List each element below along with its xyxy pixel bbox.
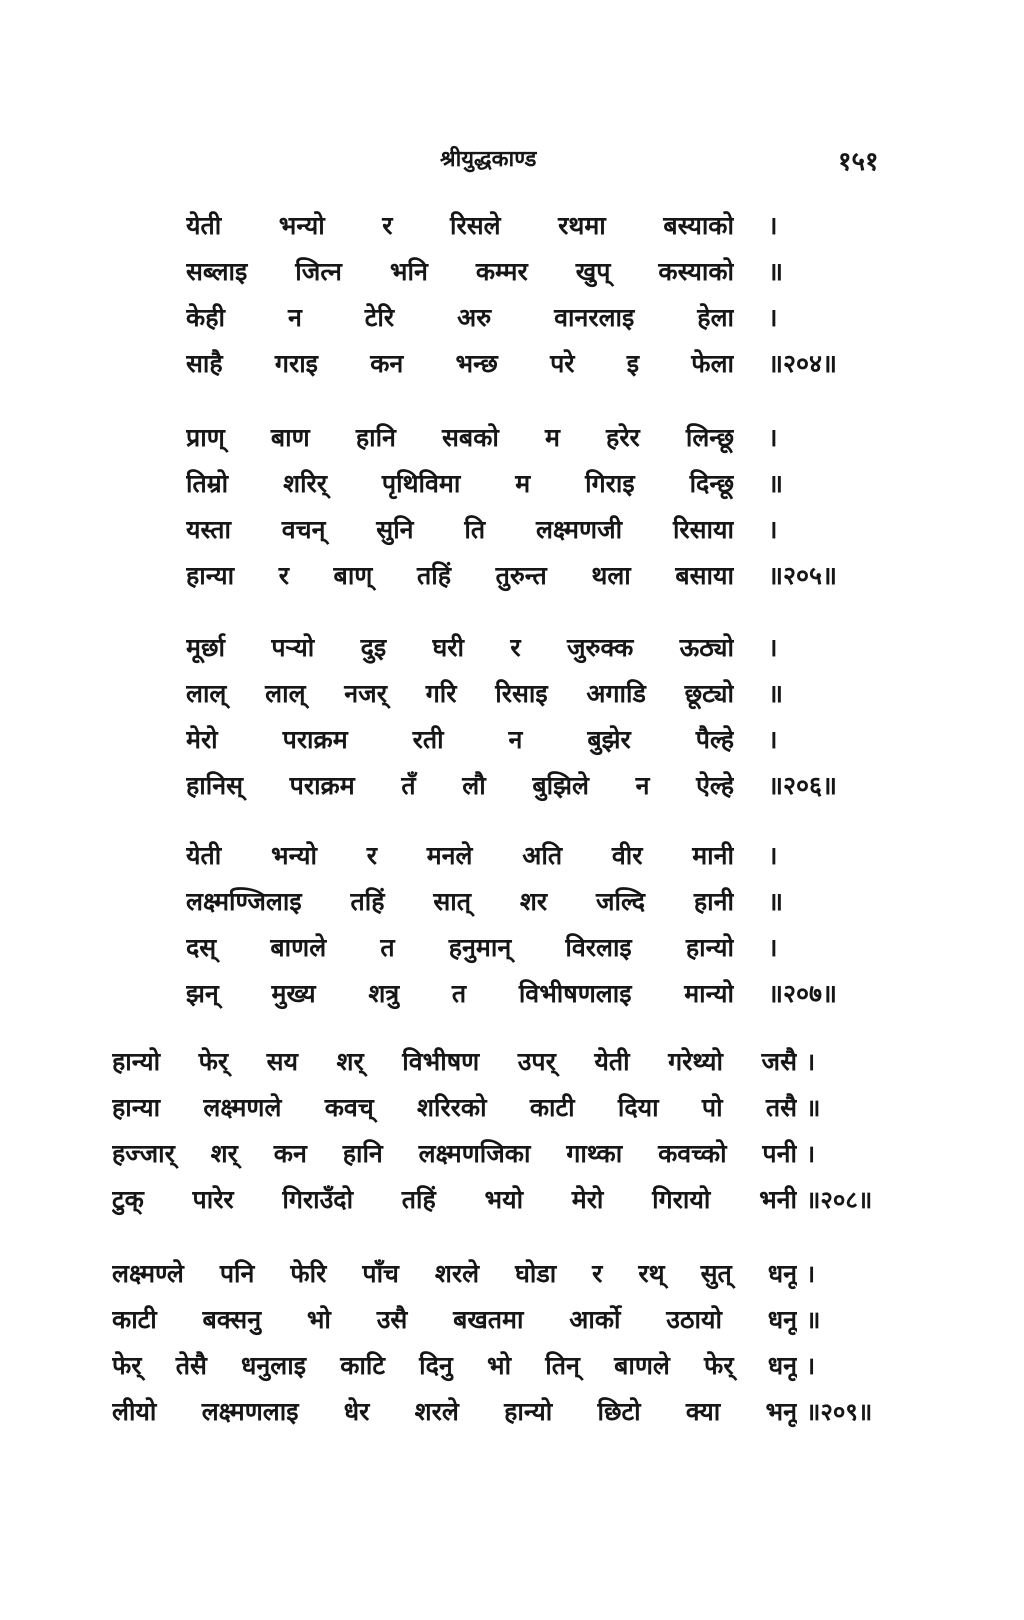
- verse-line-text: येती भन्यो र रिसले रथमा बस्याको: [186, 211, 734, 240]
- verse-line: [112, 1044, 874, 1090]
- verse-line-text: साहै गराइ कन भन्छ परे इ फेला: [186, 349, 734, 378]
- verse-line-mark: ।: [768, 515, 778, 544]
- verse-line: [186, 768, 856, 814]
- verse-line: [112, 1090, 874, 1136]
- verse-line-text: फेर् तेसै धनुलाइ काटि दिनु भो तिन् बाणले फेर् धनू: [112, 1351, 797, 1380]
- verse-number-mark: ॥२०८॥: [806, 1186, 873, 1214]
- verse-line-mark: ॥: [768, 887, 783, 916]
- verse-line-text: काटी बक्सनु भो उसै बखतमा आर्को उठायो धनू: [112, 1305, 797, 1334]
- verse-line: [186, 512, 856, 558]
- verse-line-text: टुक् पारेर गिराउँदो तहिं भयो मेरो गिरायो भनी: [112, 1185, 797, 1214]
- verse-line-text: हान्या लक्ष्मणले कवच् शरिरको काटी दिया पो तसै: [112, 1093, 797, 1122]
- verse-line-text: झन् मुख्य शत्रु त विभीषणलाइ मान्यो: [186, 979, 734, 1008]
- stanza-207: [186, 838, 856, 1022]
- verse-line: [186, 420, 856, 466]
- verse-line-text: केही न टेरि अरु वानरलाइ हेला: [186, 303, 734, 332]
- verse-number-mark: ॥२०६॥: [768, 771, 837, 800]
- verse-line: [112, 1348, 874, 1394]
- verse-line-mark: ॥: [806, 1094, 821, 1122]
- verse-line: [186, 466, 856, 512]
- verse-line: [112, 1302, 874, 1348]
- verse-line-mark: ।: [768, 303, 778, 332]
- verse-line: [186, 930, 856, 976]
- verse-line-text: लक्ष्मण्जिलाइ तहिं सात् शर जल्दि हानी: [186, 887, 734, 916]
- verse-line-mark: ।: [768, 633, 778, 662]
- verse-line-text: प्राण् बाण हानि सबको म हरेर लिन्छू: [186, 423, 734, 452]
- verse-line-mark: ।: [806, 1048, 816, 1076]
- verse-line-mark: ।: [768, 841, 778, 870]
- verse-number-mark: ॥२०९॥: [806, 1398, 873, 1426]
- verse-line-text: सब्लाइ जित्न भनि कम्मर खुप् कस्याको: [186, 257, 734, 286]
- running-header-title: श्रीयुद्धकाण्ड: [440, 147, 537, 172]
- verse-line: [112, 1256, 874, 1302]
- verse-line: [186, 346, 856, 392]
- verse-line-text: हान्या र बाण् तहिं तुरुन्त थला बसाया: [186, 561, 734, 590]
- verse-number-mark: ॥२०४॥: [768, 349, 837, 378]
- verse-line-mark: ॥: [768, 679, 783, 708]
- stanza-205: [186, 420, 856, 604]
- verse-number-mark: ॥२०५॥: [768, 561, 837, 590]
- verse-line: [186, 838, 856, 884]
- verse-line-text: लक्ष्मण्ले पनि फेरि पाँच शरले घोडा र रथ् सुत् धनू: [112, 1259, 797, 1288]
- verse-line: [186, 254, 856, 300]
- verse-line-text: लाल् लाल् नजर् गरि रिसाइ अगाडि छूट्यो: [186, 679, 734, 708]
- verse-line: [186, 976, 856, 1022]
- verse-line: [112, 1394, 874, 1440]
- verse-line-text: हज्जार् शर् कन हानि लक्ष्मणजिका गाथ्का कवच्को पनी: [112, 1139, 797, 1168]
- verse-line: [186, 208, 856, 254]
- verse-line-text: मेरो पराक्रम रती न बुझेर पैल्हे: [186, 725, 734, 754]
- verse-line-mark: ।: [768, 725, 778, 754]
- verse-line: [186, 676, 856, 722]
- verse-line: [186, 300, 856, 346]
- verse-line: [186, 722, 856, 768]
- verse-line-mark: ॥: [768, 469, 783, 498]
- stanza-206: [186, 630, 856, 814]
- verse-line-text: हानिस् पराक्रम तँ लौ बुझिले न ऐल्हे: [186, 771, 734, 800]
- verse-line-mark: ।: [806, 1352, 816, 1380]
- page-number: १५१: [838, 147, 879, 177]
- verse-number-mark: ॥२०७॥: [768, 979, 837, 1008]
- verse-line-text: लीयो लक्ष्मणलाइ धेर शरले हान्यो छिटो क्या भनू: [112, 1397, 797, 1426]
- verse-line: [186, 558, 856, 604]
- verse-line-mark: ॥: [768, 257, 783, 286]
- verse-line-mark: ।: [806, 1260, 816, 1288]
- verse-line-text: यस्ता वचन् सुनि ति लक्ष्मणजी रिसाया: [186, 515, 734, 544]
- stanza-208: [112, 1044, 874, 1228]
- verse-line-text: मूर्छा पऱ्यो दुइ घरी र जुरुक्क ऊठ्यो: [186, 633, 734, 662]
- verse-line: [112, 1182, 874, 1228]
- verse-line-mark: ।: [768, 423, 778, 452]
- stanza-209: [112, 1256, 874, 1440]
- verse-line-mark: ।: [806, 1140, 816, 1168]
- verse-line-text: दस् बाणले त हनुमान् विरलाइ हान्यो: [186, 933, 734, 962]
- verse-line-mark: ॥: [806, 1306, 821, 1334]
- verse-line-text: तिम्रो शरिर् पृथिविमा म गिराइ दिन्छू: [186, 469, 734, 498]
- verse-line: [186, 884, 856, 930]
- verse-line-mark: ।: [768, 933, 778, 962]
- verse-line-text: हान्यो फेर् सय शर् विभीषण उपर् येती गरेथ्यो जसै: [112, 1047, 797, 1076]
- verse-line: [112, 1136, 874, 1182]
- stanza-204: [186, 208, 856, 392]
- verse-line: [186, 630, 856, 676]
- verse-line-mark: ।: [768, 211, 778, 240]
- verse-line-text: येती भन्यो र मनले अति वीर मानी: [186, 841, 734, 870]
